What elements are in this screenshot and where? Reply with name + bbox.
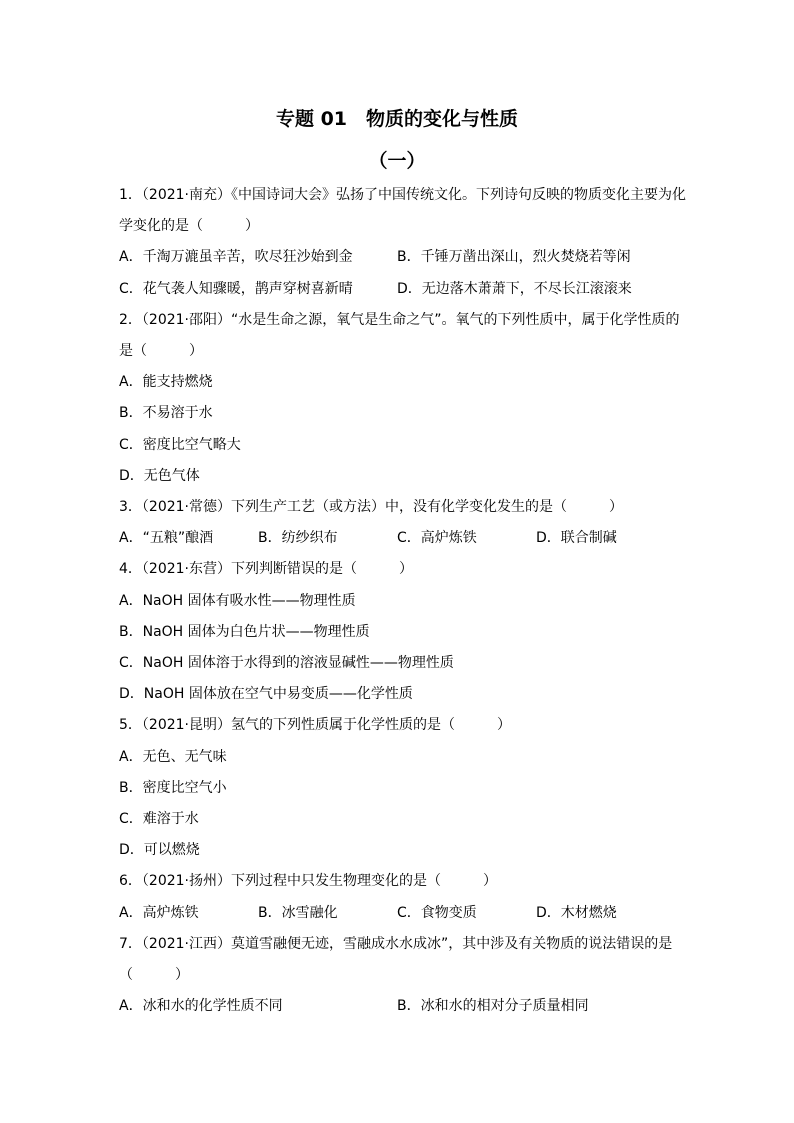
question-5-option-d: D．可以燃烧: [119, 842, 200, 858]
question-1-option-d: D．无边落木萧萧下，不尽长江滚滚来: [397, 281, 632, 297]
question-1-stem-line-2: 学变化的是（ ）: [119, 218, 259, 234]
question-4-option-d: D．NaOH 固体放在空气中易变质——化学性质: [119, 686, 413, 702]
question-3-option-b: B．纺纱织布: [258, 530, 338, 546]
question-6-option-a: A．高炉炼铁: [119, 905, 199, 921]
question-4-stem: 4．（2021·东营）下列判断错误的是（ ）: [119, 561, 413, 577]
question-7-stem-line-2: （ ）: [119, 967, 189, 983]
question-1-option-b: B．千锤万凿出深山，烈火焚烧若等闲: [397, 249, 631, 265]
question-2-stem-line-1: 2．（2021·邵阳）“水是生命之源，氧气是生命之气”。氧气的下列性质中，属于化学性质的: [119, 312, 680, 328]
question-7-option-b: B．冰和水的相对分子质量相同: [397, 998, 589, 1014]
question-3-option-c: C．高炉炼铁: [397, 530, 477, 546]
question-3-option-a: A．“五粮”酿酒: [119, 530, 214, 546]
question-5-option-a: A．无色、无气味: [119, 749, 227, 765]
page-subtitle: （一）: [368, 150, 426, 172]
question-6-option-d: D．木材燃烧: [536, 905, 617, 921]
question-2-option-a: A．能支持燃烧: [119, 374, 213, 390]
question-5-option-c: C．难溶于水: [119, 811, 199, 827]
question-4-option-c: C．NaOH 固体溶于水得到的溶液显碱性——物理性质: [119, 655, 454, 671]
question-6-option-b: B．冰雪融化: [258, 905, 338, 921]
question-7-stem-line-1: 7．（2021·江西）莫道雪融便无迹，雪融成水水成冰”，其中涉及有关物质的说法错误的是: [119, 936, 673, 952]
question-1-stem-line-1: 1．（2021·南充）《中国诗词大会》弘扬了中国传统文化。下列诗句反映的物质变化主要为化: [119, 187, 686, 203]
question-2-option-d: D．无色气体: [119, 468, 200, 484]
question-5-option-b: B．密度比空气小: [119, 780, 227, 796]
question-2-option-c: C．密度比空气略大: [119, 437, 241, 453]
question-1-option-a: A．千淘万漉虽辛苦，吹尽狂沙始到金: [119, 249, 353, 265]
question-3-option-d: D．联合制碱: [536, 530, 617, 546]
question-7-option-a: A．冰和水的化学性质不同: [119, 998, 283, 1014]
page-title: 专题 01 物质的变化与性质: [275, 108, 519, 130]
question-2-option-b: B．不易溶于水: [119, 405, 213, 421]
question-5-stem: 5．（2021·昆明）氢气的下列性质属于化学性质的是（ ）: [119, 717, 511, 733]
question-3-stem: 3．（2021·常德）下列生产工艺（或方法）中，没有化学变化发生的是（ ）: [119, 499, 623, 515]
question-2-stem-line-2: 是（ ）: [119, 343, 203, 359]
question-1-option-c: C．花气袭人知骤暖，鹊声穿树喜新晴: [119, 281, 353, 297]
question-6-stem: 6．（2021·扬州）下列过程中只发生物理变化的是（ ）: [119, 873, 497, 889]
question-4-option-b: B．NaOH 固体为白色片状——物理性质: [119, 624, 370, 640]
question-6-option-c: C．食物变质: [397, 905, 477, 921]
question-4-option-a: A．NaOH 固体有吸水性——物理性质: [119, 593, 356, 609]
